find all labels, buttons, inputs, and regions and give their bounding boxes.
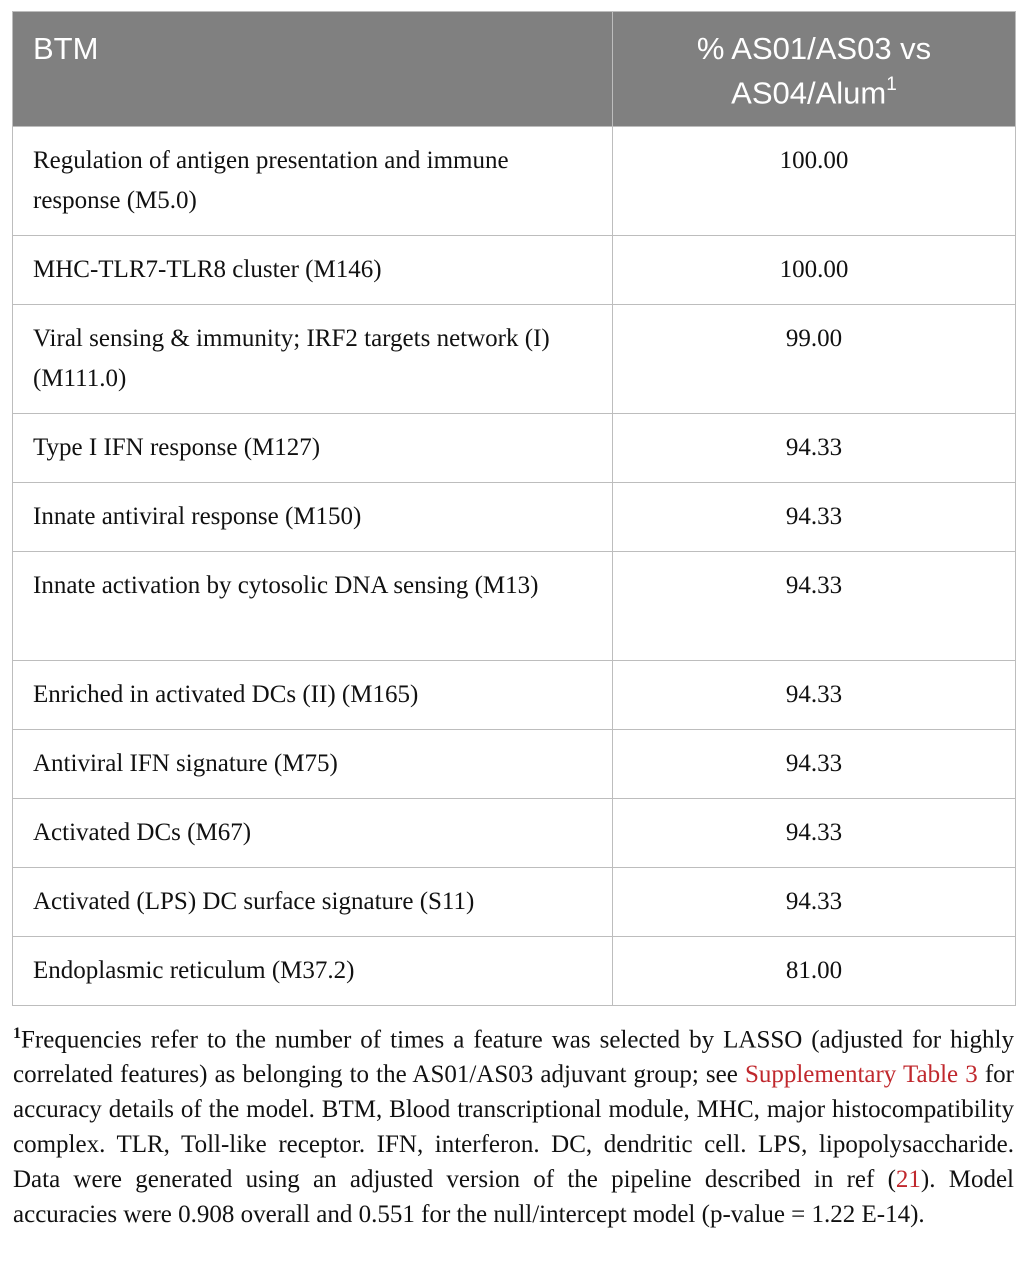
header-percent — [613, 12, 1016, 127]
row-label: Enriched in activated DCs (II) (M165) — [13, 661, 613, 730]
row-value: 94.33 — [613, 730, 1016, 799]
table-body — [13, 127, 1016, 1006]
header-percent-line1: % AS01/AS03 vs — [696, 31, 932, 66]
table-header — [13, 12, 1016, 127]
footnote-marker: 1 — [13, 1025, 21, 1042]
row-value: 94.33 — [613, 661, 1016, 730]
row-value: 99.00 — [613, 305, 1016, 414]
row-label: Type I IFN response (M127) — [13, 414, 613, 483]
table-row — [13, 661, 1016, 730]
reference-21-link[interactable]: 21 — [895, 1166, 921, 1194]
table-row — [13, 305, 1016, 414]
row-value: 94.33 — [613, 552, 1016, 661]
row-label: Antiviral IFN signature (M75) — [13, 730, 613, 799]
row-value: 81.00 — [613, 937, 1016, 1006]
row-label: Activated (LPS) DC surface signature (S11) — [13, 868, 613, 937]
table-row — [13, 799, 1016, 868]
table-row — [13, 414, 1016, 483]
header-percent-line2: AS04/Alum — [731, 75, 887, 111]
footnote-text-c: ). Model accuracies were 0.908 overall and 0.551 for the null/intercept model (p-value = 1.22 E-14). — [13, 1166, 1014, 1229]
table-row — [13, 868, 1016, 937]
table-row — [13, 236, 1016, 305]
table-row — [13, 937, 1016, 1006]
row-label: Viral sensing & immunity; IRF2 targets network (I) (M111.0) — [13, 305, 613, 414]
row-label: MHC-TLR7-TLR8 cluster (M146) — [13, 236, 613, 305]
row-value: 94.33 — [613, 868, 1016, 937]
table-row — [13, 127, 1016, 236]
row-value: 94.33 — [613, 414, 1016, 483]
btm-table — [12, 11, 1016, 1006]
row-value: 100.00 — [613, 127, 1016, 236]
table-row — [13, 730, 1016, 799]
footnote-text-b: for accuracy details of the model. BTM, Blood transcriptional module, MHC, major histocompatibility complex. TLR, Toll-like receptor. IFN, interferon. DC, dendritic cell. LPS, lipopolysaccharide. Data were generated using an adjusted version of the pipeline described in ref ( — [13, 1061, 1014, 1194]
row-value: 94.33 — [613, 483, 1016, 552]
header-footnote-marker: 1 — [886, 74, 897, 95]
table-row — [13, 552, 1016, 661]
supplementary-table-link[interactable]: Supplementary Table 3 — [744, 1061, 978, 1089]
row-value: 94.33 — [613, 799, 1016, 868]
table-footnote — [12, 1016, 1015, 1232]
row-label: Innate activation by cytosolic DNA sensing (M13) — [13, 552, 613, 661]
row-label: Activated DCs (M67) — [13, 799, 613, 868]
row-label: Innate antiviral response (M150) — [13, 483, 613, 552]
row-label: Regulation of antigen presentation and immune response (M5.0) — [13, 127, 613, 236]
footnote-text-a: Frequencies refer to the number of times a feature was selected by LASSO (adjusted for highly correlated features) as belonging to the AS01/AS03 adjuvant group; see — [13, 1026, 1014, 1089]
header-btm: BTM — [13, 12, 613, 127]
table-container — [12, 11, 1015, 1257]
table-row — [13, 483, 1016, 552]
row-label: Endoplasmic reticulum (M37.2) — [13, 937, 613, 1006]
header-row — [13, 12, 1016, 127]
row-value: 100.00 — [613, 236, 1016, 305]
